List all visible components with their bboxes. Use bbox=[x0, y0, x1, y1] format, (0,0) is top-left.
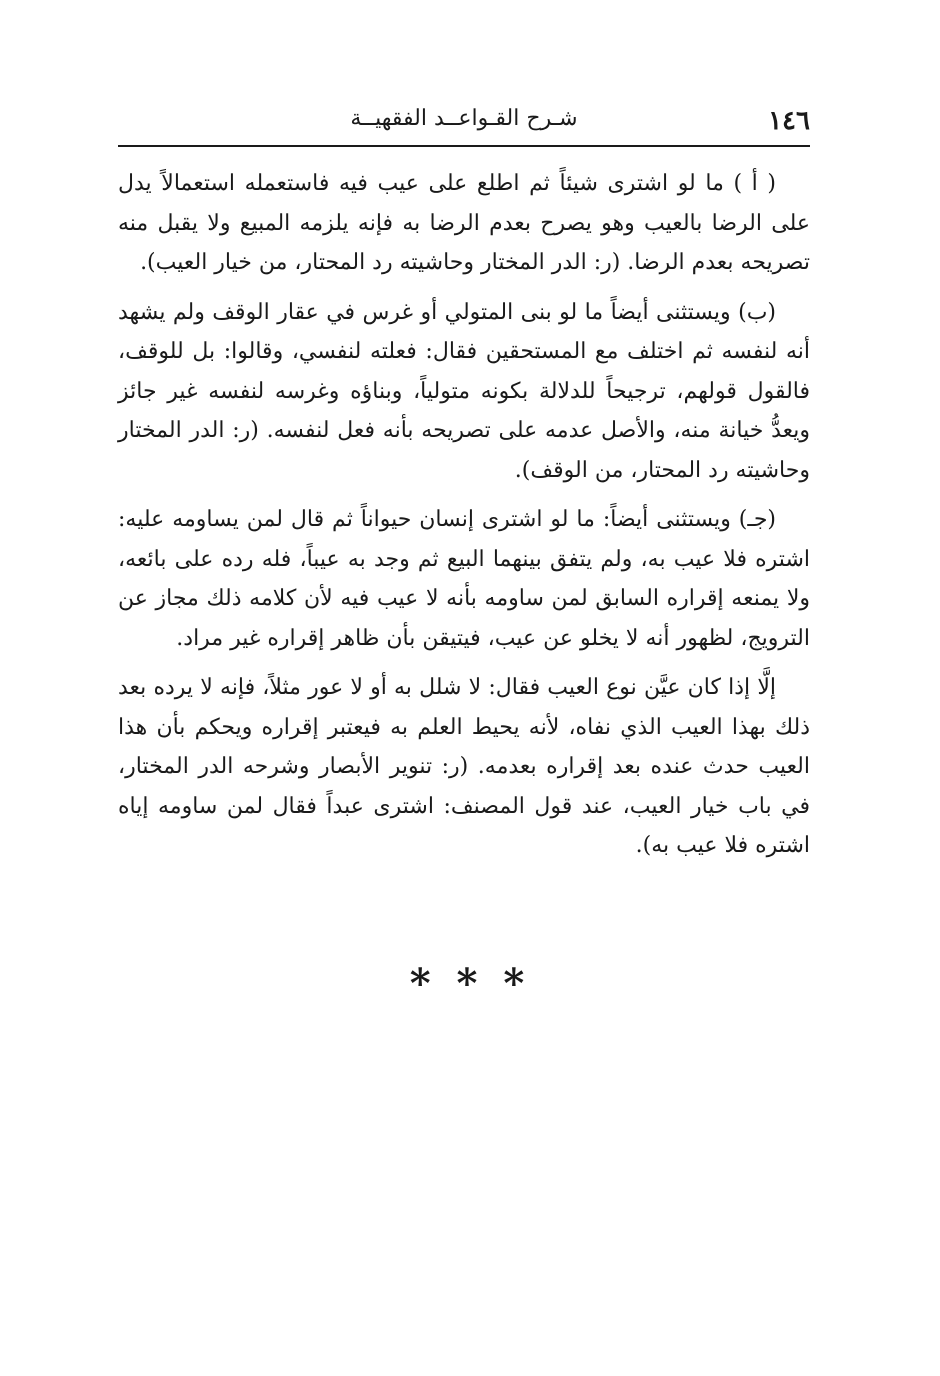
page-number: ١٤٦ bbox=[768, 106, 810, 136]
paragraph-b: (ب) ويستثنى أيضاً ما لو بنى المتولي أو غرس في عقار الوقف ولم يشهد أنه لنفسه ثم اختلف مع المستحقين فقال: فعلته لنفسي، وقالوا: بل للوقف، فالقول قولهم، ترجيحاً للدلالة بكونه متولياً، وبناؤه وغرسه لنفسه غير جائز ويعدُّ خيانة منه، والأصل عدمه على تصريحه بأنه فعل لنفسه. (ر: الدر المختار وحاشيته رد المحتار، من الوقف). bbox=[118, 299, 810, 483]
paragraph-c: (جـ) ويستثنى أيضاً: ما لو اشترى إنسان حيواناً ثم قال لمن يساومه عليه: اشتره فلا عيب به، ولم يتفق بينهما البيع ثم وجد به عيباً، فله رده على بائعه، ولا يمنعه إقراره السابق لمن ساومه بأنه لا عيب فيه لأن كلامه ذلك مجاز عن الترويج، لظهور أنه لا يخلو عن عيب، فيتيقن بأن ظاهر إقراره غير مراد. bbox=[118, 507, 810, 651]
paragraph-a: ( أ ) ما لو اشترى شيئاً ثم اطلع على عيب فيه فاستعمله استعمالاً يدل على الرضا بالعيب وهو يصرح بعدم الرضا به فإنه يلزمه المبيع ولا يقبل منه تصريحه بعدم الرضا. (ر: الدر المختار وحاشيته رد المحتار، من خيار العيب). bbox=[118, 171, 810, 275]
header-divider bbox=[118, 145, 810, 147]
page-header bbox=[118, 96, 810, 144]
body-text bbox=[118, 164, 810, 876]
paragraph-exception: إلَّا إذا كان عيَّن نوع العيب فقال: لا شلل به أو لا عور مثلاً، فإنه لا يرده بعد ذلك بهذا العيب الذي نفاه، لأنه يحيط العلم به فيعتبر إقراره ويحكم بأن هذا العيب حدث عنده بعد إقراره بعدمه. (ر: تنوير الأبصار وشرحه الدر المختار، في باب خيار العيب، عند قول المصنف: اشترى عبداً فقال لمن ساومه إياه اشتره فلا عيب به). bbox=[118, 675, 810, 858]
running-title: شـرح القـواعــد الفقهيــة bbox=[350, 106, 578, 131]
section-separator: * * * bbox=[409, 960, 531, 1007]
